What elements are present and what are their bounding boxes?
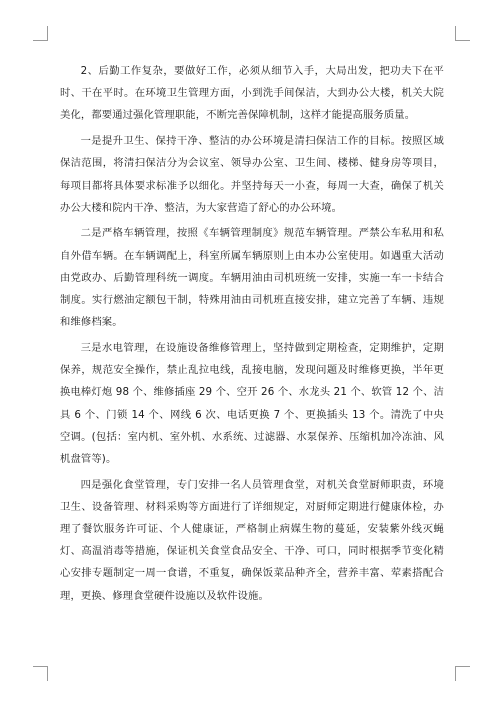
crop-mark-bottom-left bbox=[33, 666, 48, 681]
crop-mark-bottom-right bbox=[455, 666, 470, 681]
paragraph-intro: 2、后勤工作复杂，要做好工作，必须从细节入手，大局出发，把功夫下在平时、干在平时。在环境卫生管理方面，小到洗手间保洁，大到办公大楼，机关大院美化，都要通过强化管理职能，不断完善保障机制，这样才能提高服务质量。 bbox=[60, 65, 444, 122]
paragraph-hygiene: 一是提升卫生、保持干净、整洁的办公环境是清扫保洁工作的目标。按照区域保洁范围，将清扫保洁分为会议室、领导办公室、卫生间、楼梯、健身房等项目，每项目都将具体要求标准予以细化。并坚持每天一小查，每周一大查，确保了机关办公大楼和院内干净、整洁，为大家营造了舒心的办公环境。 bbox=[60, 135, 444, 214]
crop-mark-top-left bbox=[33, 26, 48, 41]
paragraph-vehicles: 二是严格车辆管理，按照《车辆管理制度》规范车辆管理。严禁公车私用和私自外借车辆。在车辆调配上，科室所属车辆原则上由本办公室使用。如遇重大活动由党政办、后勤管理科统一调度。车辆用油由司机班统一安排，实施一车一卡结合制度。实行燃油定额包干制，特殊用油由司机班直接安排，建立完善了车辆、违规和维修档案。 bbox=[60, 227, 444, 329]
crop-mark-top-right bbox=[455, 26, 470, 41]
paragraph-utilities: 三是水电管理，在设施设备维修管理上，坚持做到定期检查，定期维护，定期保养，规范安全操作，禁止乱拉电线，乱接电脑，发现问题及时维修更换，半年更换电棒灯炮 98 个、维修插座 29 个、空开 26 个、水龙头 21 个、软管 12 个、洁具 6 个、门锁 14 个、网线 6 次、电话更换 7 个、更换插头 13 个。清洗了中央空调。(包括：室内机、室外机、水系统、过滤器、水泵保养、压缩机加冷冻油、风机盘管等)。 bbox=[60, 341, 444, 465]
paragraph-canteen: 四是强化食堂管理，专门安排一名人员管理食堂，对机关食堂厨师职责，环境卫生、设备管理、材料采购等方面进行了详细规定，对厨师定期进行健康体检，办理了餐饮服务许可证、个人健康证，严格制止病媒生物的蔓延，安装紫外线灭蝇灯、高温消毒等措施，保证机关食堂食品安全、干净、可口，同时根据季节变化精心安排专题制定一周一食谱，不重复，确保饭菜品种齐全，营养丰富、荤素搭配合理，更换、修理食堂硬件设施以及软件设施。 bbox=[60, 478, 444, 602]
document-body bbox=[60, 60, 444, 610]
